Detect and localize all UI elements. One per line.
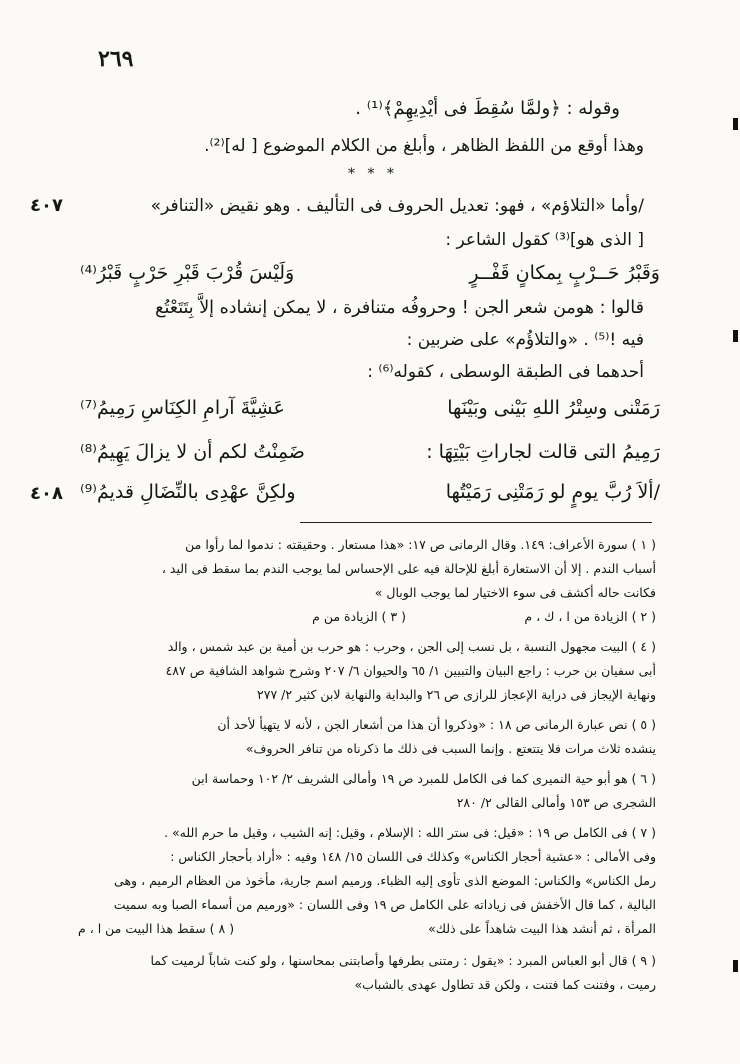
verse-1-second-hemistich: وَلَيْسَ قُرْبَ قَبْرِ حَرْبٍ قَبْرُ⁽⁴⁾ — [80, 262, 295, 284]
page-number: ٢٦٩ — [98, 46, 134, 72]
page-edge-mark-bottom — [733, 960, 738, 972]
footnotes — [78, 533, 656, 997]
footnote-1-line-3: فكانت حاله أكشف فى سوء الاختيار لما يوجب الوبال » — [374, 585, 656, 600]
verse-2 — [80, 397, 660, 427]
footnote-5-line-2: ينشده ثلاث مرات فلا يتتعتع . وإنما السبب فى ذلك ما ذكرناه من تنافر الحروف» — [245, 741, 656, 756]
body-line-7: أحدهما فى الطبقة الوسطى ، كقوله⁽⁶⁾ : — [367, 362, 644, 382]
footnote-divider — [300, 522, 652, 523]
verse-1 — [80, 262, 660, 290]
verse-3-second-hemistich: ضَمِنْتُ لكم أن لا يزالَ يَهِيمُ⁽⁸⁾ — [80, 441, 305, 463]
footnote-7-line-3: رمل الكناس» والكناس: الموضع الذى تأوى إليه الظباء. ورميم اسم جارية، مأخوذ من العظام الرميم ، وهى — [114, 873, 656, 888]
footnote-4-line-1: ( ٤ ) البيت مجهول النسبة ، بل نسب إلى الجن ، وحرب : هو حرب بن أمية بن عبد شمس ، والد — [167, 639, 656, 654]
body-line-6: فيه !⁽⁵⁾ . «والتلاؤُم» على ضربين : — [406, 330, 644, 350]
footnote-1-line-2: أسباب الندم . إلا أن الاستعارة أبلغ للإحالة فيه على الإحساس لما يوجب الندم بما سقط فى اليد ، — [161, 561, 656, 576]
verse-1-first-hemistich: وَقَبْرُ حَــرْبٍ بِمكانٍ قَفْــرٍ — [469, 262, 660, 284]
footnote-4-line-2: أبى سفيان بن حرب : راجع البيان والتبيين ١/ ٦٥ والحيوان ٦/ ٢٠٧ وشرح شواهد الشافية ص ٤٨٧ — [165, 663, 656, 678]
section-separator: * * * — [348, 166, 398, 182]
margin-page-ref-1: ٤٠٧ — [30, 195, 63, 216]
footnote-6-line-1: ( ٦ ) هو أبو حية النميرى كما فى الكامل للمبرد ص ١٩ وأمالى الشريف ٢/ ١٠٢ وحماسة ابن — [191, 771, 656, 786]
footnotes-7-8-row — [78, 917, 656, 941]
footnote-7-line-1: ( ٧ ) فى الكامل ص ١٩ : «قيل: فى ستر الله : الإسلام ، وقيل: إنه الشيب ، وقيل ما حرم الله» . — [164, 825, 656, 840]
verse-4 — [80, 481, 660, 511]
footnote-9-line-1: ( ٩ ) قال أبو العباس المبرد : «يقول : رمتنى بطرفها وأصابتنى بمحاسنها ، ولو كنت شاباً لرميت كما — [150, 953, 656, 968]
footnote-7-line-5: المرأة ، ثم أنشد هذا البيت شاهداً على ذلك» — [428, 921, 656, 936]
footnote-4-line-3: ونهاية الإيجاز فى دراية الإعجاز للرازى ص ٢٦ والبداية والنهاية لابن كثير ٢/ ٢٧٧ — [257, 687, 656, 702]
body-line-3: /وأما «التلاؤم» ، فهو: تعديل الحروف فى التأليف . وهو نقيض «التنافر» — [150, 196, 644, 216]
margin-page-ref-2: ٤٠٨ — [30, 483, 63, 504]
verse-4-first-hemistich: /ألاَ رُبَّ يومٍ لو رَمَتْنِى رَمَيْتُها — [445, 481, 660, 503]
verse-3-first-hemistich: رَمِيمُ التى قالت لجاراتِ بَيْتِهَا : — [426, 441, 660, 463]
footnote-5-line-1: ( ٥ ) نص عبارة الرمانى ص ١٨ : «وذكروا أن هذا من أشعار الجن ، لأنه لا يتهيأ لأحد أن — [217, 717, 656, 732]
footnote-8: ( ٨ ) سقط هذا البيت من ا ، م — [78, 921, 235, 936]
page-edge-mark-top — [733, 118, 738, 130]
body-line-5: قالوا : هومن شعر الجن ! وحروفُه متنافرة ، لا يمكن إنشاده إلاَّ بِتَتَعْتُع — [155, 298, 644, 318]
verse-2-second-hemistich: عَشِيَّةَ آرامِ الكِنَاسِ رَمِيمُ⁽⁷⁾ — [80, 397, 285, 419]
body-line-4: [ الذى هو]⁽³⁾ كقول الشاعر : — [445, 230, 644, 250]
verse-2-first-hemistich: رَمَتْنى وسِتْرُ اللهِ بَيْنى وبَيْنَها — [447, 397, 660, 419]
body-line-2: وهذا أوقع من اللفظ الظاهر ، وأبلغ من الكلام الموضوع [ له]⁽²⁾. — [204, 136, 644, 156]
footnote-6-line-2: الشجرى ص ١٥٣ وأمالى القالى ٢/ ٢٨٠ — [456, 795, 656, 810]
footnote-7-line-2: وفى الأمالى : «عشية أحجار الكناس» وكذلك فى اللسان ١٥/ ١٤٨ وفيه : «أراد بأحجار الكناس : — [170, 849, 656, 864]
page-edge-mark-middle — [733, 330, 738, 342]
footnote-9-line-2: رميت ، وفتنت كما فتنت ، ولكن قد تطاول عهدى بالشباب» — [354, 977, 656, 992]
footnotes-2-3-row — [78, 605, 656, 629]
quran-quote-line: وقوله : ﴿ولمَّا سُقِطَ فى أيْدِيهِمْ﴾⁽¹⁾ . — [355, 98, 620, 119]
footnote-2: ( ٢ ) الزيادة من ا ، ك ، م — [524, 609, 656, 624]
footnote-1-line-1: ( ١ ) سورة الأعراف: ١٤٩. وقال الرمانى ص ١٧: «هذا مستعار . وحقيقته : ندموا لما رأوا من — [185, 537, 656, 552]
footnote-7-line-4: البالية ، كما قال الأخفش فى زياداته على الكامل ص ١٩ وفى اللسان : «ورميم من أسماء الصبا وبه سميت — [113, 897, 656, 912]
footnote-3: ( ٣ ) الزيادة من م — [312, 609, 406, 624]
verse-3 — [80, 441, 660, 471]
verse-4-second-hemistich: ولكِنَّ عهْدِى بالنِّضَالِ قديمُ⁽⁹⁾ — [80, 481, 296, 503]
